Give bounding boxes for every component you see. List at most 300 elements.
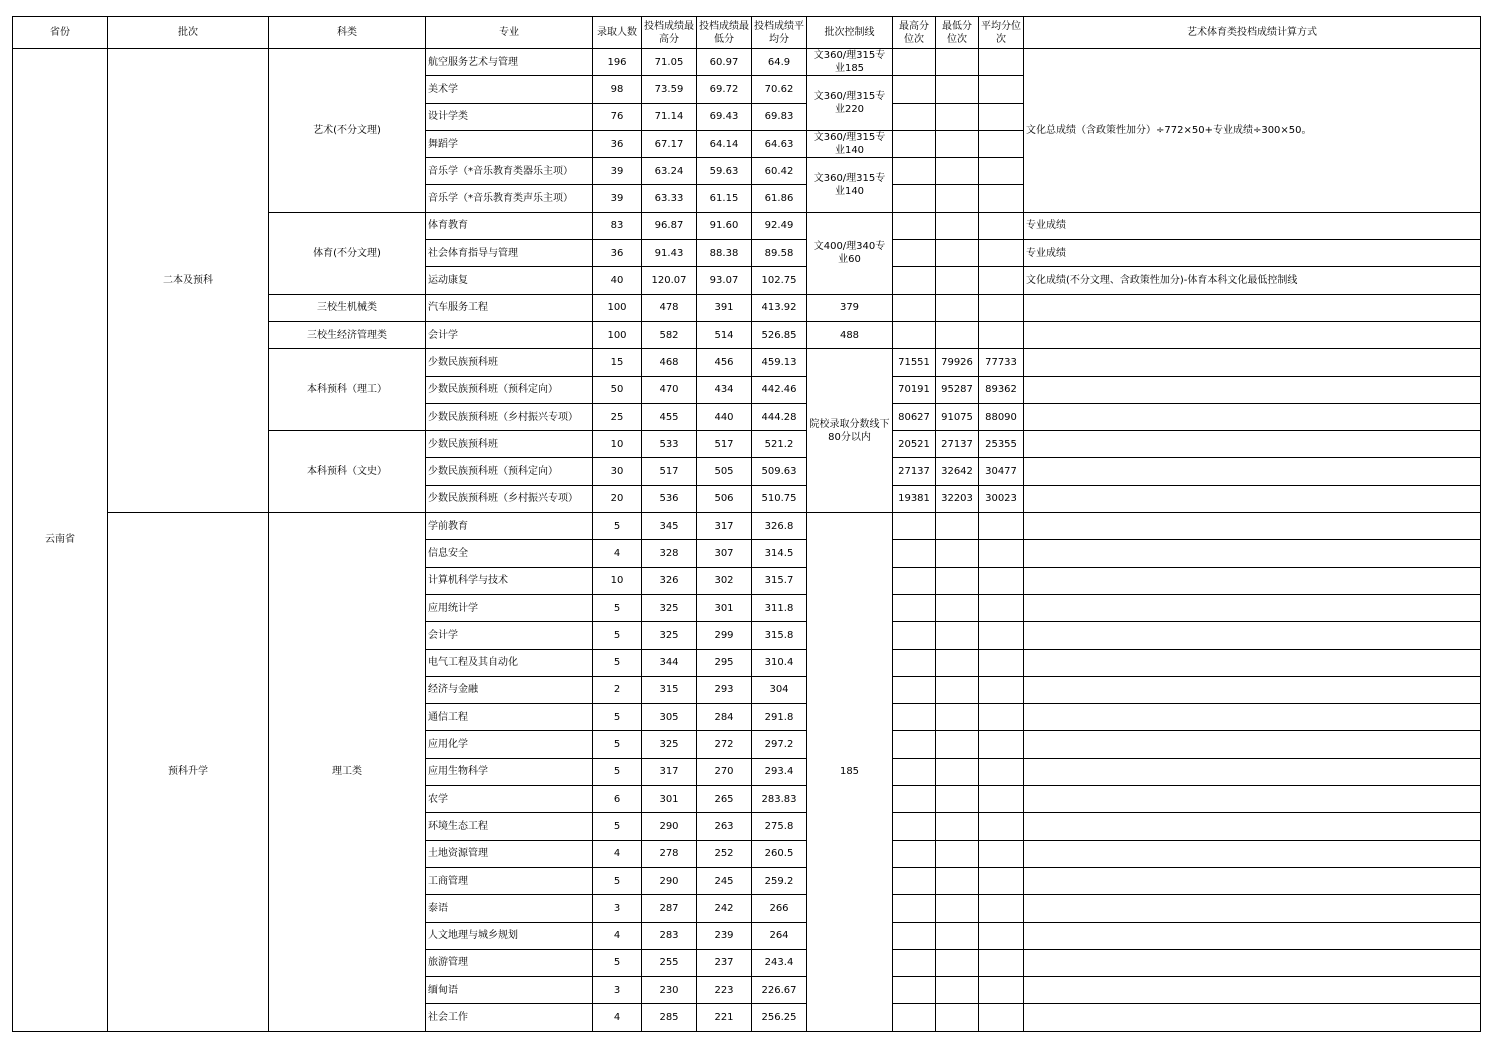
avg-score-cell: 102.75 [752,267,807,294]
major-cell: 旅游管理 [426,949,593,976]
avg-score-cell: 444.28 [752,403,807,430]
max-rank-cell [893,594,936,621]
avg-score-cell: 314.5 [752,540,807,567]
major-cell: 运动康复 [426,267,593,294]
max-score-cell: 71.05 [642,49,697,76]
calc-method-cell: 文化成绩(不分文理、含政策性加分)-体育本科文化最低控制线 [1024,267,1481,294]
major-cell: 音乐学（*音乐教育类器乐主项） [426,158,593,185]
admitted-cell: 5 [593,622,642,649]
max-rank-cell [893,704,936,731]
avg-rank-cell [979,321,1024,348]
admitted-cell: 4 [593,840,642,867]
min-rank-cell: 32642 [936,458,979,485]
avg-rank-cell [979,786,1024,813]
calc-method-cell [1024,349,1481,376]
avg-score-cell: 243.4 [752,949,807,976]
header-major: 专业 [426,17,593,49]
max-rank-cell [893,212,936,239]
avg-score-cell: 509.63 [752,458,807,485]
calc-method-cell [1024,513,1481,540]
header-calc-method: 艺术体育类投档成绩计算方式 [1024,17,1481,49]
avg-rank-cell [979,676,1024,703]
min-rank-cell: 79926 [936,349,979,376]
avg-score-cell: 226.67 [752,977,807,1004]
major-cell: 计算机科学与技术 [426,567,593,594]
max-score-cell: 91.43 [642,240,697,267]
max-rank-cell: 71551 [893,349,936,376]
min-rank-cell [936,212,979,239]
min-score-cell: 270 [697,758,752,785]
calc-method-cell [1024,540,1481,567]
avg-rank-cell [979,158,1024,185]
major-cell: 工商管理 [426,867,593,894]
header-batch: 批次 [108,17,269,49]
calc-method-cell [1024,649,1481,676]
avg-rank-cell [979,185,1024,212]
calc-method-cell [1024,922,1481,949]
admitted-cell: 100 [593,294,642,321]
calc-method-cell [1024,731,1481,758]
avg-rank-cell [979,1004,1024,1031]
major-cell: 通信工程 [426,704,593,731]
header-row [13,17,1481,49]
control-line-cell: 文360/理315专业140 [807,158,893,213]
min-rank-cell [936,786,979,813]
avg-score-cell: 510.75 [752,485,807,512]
avg-rank-cell [979,622,1024,649]
min-score-cell: 223 [697,977,752,1004]
max-score-cell: 325 [642,594,697,621]
header-control-line: 批次控制线 [807,17,893,49]
avg-rank-cell [979,240,1024,267]
max-score-cell: 73.59 [642,76,697,103]
category-cell: 艺术(不分文理) [269,49,426,213]
calc-method-cell [1024,431,1481,458]
max-score-cell: 470 [642,376,697,403]
min-score-cell: 302 [697,567,752,594]
major-cell: 社会工作 [426,1004,593,1031]
max-rank-cell [893,240,936,267]
max-score-cell: 278 [642,840,697,867]
avg-score-cell: 283.83 [752,786,807,813]
admitted-cell: 5 [593,949,642,976]
max-rank-cell [893,676,936,703]
min-rank-cell [936,567,979,594]
max-score-cell: 255 [642,949,697,976]
calc-method-cell [1024,294,1481,321]
major-cell: 会计学 [426,321,593,348]
admitted-cell: 98 [593,76,642,103]
calc-method-cell [1024,403,1481,430]
max-rank-cell [893,158,936,185]
avg-rank-cell [979,76,1024,103]
min-score-cell: 88.38 [697,240,752,267]
max-score-cell: 328 [642,540,697,567]
max-rank-cell: 80627 [893,403,936,430]
max-rank-cell [893,294,936,321]
max-score-cell: 301 [642,786,697,813]
min-score-cell: 91.60 [697,212,752,239]
admitted-cell: 4 [593,540,642,567]
max-score-cell: 71.14 [642,103,697,130]
control-line-cell: 185 [807,513,893,1032]
max-rank-cell [893,103,936,130]
avg-rank-cell [979,130,1024,157]
control-line-cell: 文400/理340专业60 [807,212,893,294]
max-rank-cell [893,540,936,567]
major-cell: 音乐学（*音乐教育类声乐主项） [426,185,593,212]
avg-rank-cell: 77733 [979,349,1024,376]
header-min-score: 投档成绩最低分 [697,17,752,49]
min-rank-cell [936,949,979,976]
admitted-cell: 40 [593,267,642,294]
major-cell: 体育教育 [426,212,593,239]
max-score-cell: 120.07 [642,267,697,294]
min-score-cell: 221 [697,1004,752,1031]
min-rank-cell [936,594,979,621]
admitted-cell: 76 [593,103,642,130]
calc-method-cell [1024,840,1481,867]
avg-rank-cell [979,49,1024,76]
admitted-cell: 2 [593,676,642,703]
min-score-cell: 299 [697,622,752,649]
major-cell: 环境生态工程 [426,813,593,840]
major-cell: 美术学 [426,76,593,103]
major-cell: 少数民族预科班（预科定向） [426,376,593,403]
admitted-cell: 5 [593,594,642,621]
category-cell: 三校生经济管理类 [269,321,426,348]
min-rank-cell: 95287 [936,376,979,403]
avg-rank-cell: 30477 [979,458,1024,485]
admitted-cell: 39 [593,158,642,185]
control-line-cell: 文360/理315专业220 [807,76,893,131]
calc-method-cell [1024,321,1481,348]
admitted-cell: 25 [593,403,642,430]
max-score-cell: 325 [642,731,697,758]
avg-rank-cell [979,594,1024,621]
calc-method-cell: 专业成绩 [1024,240,1481,267]
admitted-cell: 36 [593,130,642,157]
header-province: 省份 [13,17,108,49]
min-rank-cell [936,895,979,922]
admitted-cell: 4 [593,922,642,949]
min-rank-cell [936,240,979,267]
min-rank-cell [936,267,979,294]
major-cell: 泰语 [426,895,593,922]
major-cell: 舞蹈学 [426,130,593,157]
max-score-cell: 582 [642,321,697,348]
avg-score-cell: 92.49 [752,212,807,239]
min-rank-cell: 32203 [936,485,979,512]
min-rank-cell [936,103,979,130]
calc-method-cell [1024,622,1481,649]
max-rank-cell [893,840,936,867]
max-rank-cell [893,49,936,76]
control-line-cell: 文360/理315专业140 [807,130,893,157]
min-score-cell: 317 [697,513,752,540]
avg-score-cell: 61.86 [752,185,807,212]
major-cell: 缅甸语 [426,977,593,1004]
admitted-cell: 196 [593,49,642,76]
min-score-cell: 245 [697,867,752,894]
calc-method-cell [1024,376,1481,403]
avg-rank-cell [979,267,1024,294]
admitted-cell: 50 [593,376,642,403]
avg-rank-cell: 25355 [979,431,1024,458]
major-cell: 应用统计学 [426,594,593,621]
major-cell: 社会体育指导与管理 [426,240,593,267]
table-row [13,49,1481,76]
avg-score-cell: 413.92 [752,294,807,321]
min-rank-cell [936,513,979,540]
avg-rank-cell: 88090 [979,403,1024,430]
major-cell: 土地资源管理 [426,840,593,867]
min-rank-cell [936,540,979,567]
avg-score-cell: 304 [752,676,807,703]
major-cell: 少数民族预科班（乡村振兴专项） [426,403,593,430]
avg-rank-cell: 30023 [979,485,1024,512]
avg-score-cell: 64.63 [752,130,807,157]
header-max-rank: 最高分位次 [893,17,936,49]
min-rank-cell [936,758,979,785]
major-cell: 应用生物科学 [426,758,593,785]
min-score-cell: 284 [697,704,752,731]
avg-rank-cell [979,867,1024,894]
avg-score-cell: 260.5 [752,840,807,867]
min-score-cell: 391 [697,294,752,321]
avg-score-cell: 60.42 [752,158,807,185]
major-cell: 会计学 [426,622,593,649]
major-cell: 设计学类 [426,103,593,130]
header-avg-score: 投档成绩平均分 [752,17,807,49]
admitted-cell: 10 [593,431,642,458]
admitted-cell: 4 [593,1004,642,1031]
admission-table [12,16,1481,1032]
calc-method-cell [1024,977,1481,1004]
min-rank-cell [936,1004,979,1031]
admitted-cell: 5 [593,731,642,758]
calc-method-cell [1024,786,1481,813]
avg-score-cell: 293.4 [752,758,807,785]
major-cell: 农学 [426,786,593,813]
major-cell: 少数民族预科班（乡村振兴专项） [426,485,593,512]
avg-score-cell: 264 [752,922,807,949]
avg-score-cell: 64.9 [752,49,807,76]
major-cell: 应用化学 [426,731,593,758]
min-score-cell: 237 [697,949,752,976]
min-rank-cell [936,704,979,731]
category-cell: 三校生机械类 [269,294,426,321]
avg-rank-cell [979,567,1024,594]
min-score-cell: 265 [697,786,752,813]
min-score-cell: 307 [697,540,752,567]
min-score-cell: 242 [697,895,752,922]
major-cell: 电气工程及其自动化 [426,649,593,676]
header-avg-rank: 平均分位次 [979,17,1024,49]
batch-cell: 预科升学 [108,513,269,1032]
avg-rank-cell [979,922,1024,949]
min-score-cell: 252 [697,840,752,867]
max-rank-cell [893,895,936,922]
calc-method-cell [1024,704,1481,731]
min-rank-cell [936,649,979,676]
max-rank-cell [893,567,936,594]
avg-rank-cell [979,704,1024,731]
min-score-cell: 64.14 [697,130,752,157]
max-score-cell: 63.33 [642,185,697,212]
min-score-cell: 440 [697,403,752,430]
avg-score-cell: 256.25 [752,1004,807,1031]
min-rank-cell [936,813,979,840]
max-rank-cell: 27137 [893,458,936,485]
max-score-cell: 67.17 [642,130,697,157]
min-rank-cell [936,49,979,76]
avg-score-cell: 311.8 [752,594,807,621]
min-score-cell: 301 [697,594,752,621]
max-rank-cell [893,76,936,103]
max-score-cell: 533 [642,431,697,458]
max-rank-cell [893,758,936,785]
min-score-cell: 69.43 [697,103,752,130]
max-rank-cell [893,130,936,157]
min-score-cell: 295 [697,649,752,676]
major-cell: 少数民族预科班（预科定向） [426,458,593,485]
avg-score-cell: 266 [752,895,807,922]
min-score-cell: 517 [697,431,752,458]
avg-rank-cell [979,758,1024,785]
admitted-cell: 36 [593,240,642,267]
avg-rank-cell [979,949,1024,976]
table-body [13,49,1481,1032]
max-score-cell: 478 [642,294,697,321]
max-score-cell: 345 [642,513,697,540]
major-cell: 少数民族预科班 [426,349,593,376]
avg-score-cell: 459.13 [752,349,807,376]
avg-rank-cell [979,513,1024,540]
max-score-cell: 230 [642,977,697,1004]
admitted-cell: 5 [593,649,642,676]
max-rank-cell [893,649,936,676]
avg-rank-cell [979,540,1024,567]
batch-cell: 二本及预科 [108,49,269,513]
avg-score-cell: 259.2 [752,867,807,894]
calc-method-cell: 专业成绩 [1024,212,1481,239]
avg-score-cell: 442.46 [752,376,807,403]
calc-method-cell [1024,1004,1481,1031]
min-rank-cell [936,321,979,348]
calc-method-cell [1024,676,1481,703]
max-score-cell: 63.24 [642,158,697,185]
calc-method-cell [1024,485,1481,512]
avg-rank-cell [979,813,1024,840]
category-cell: 本科预科（理工） [269,349,426,431]
max-rank-cell [893,813,936,840]
major-cell: 人文地理与城乡规划 [426,922,593,949]
max-score-cell: 517 [642,458,697,485]
min-score-cell: 514 [697,321,752,348]
category-cell: 本科预科（文史） [269,431,426,513]
min-score-cell: 59.63 [697,158,752,185]
major-cell: 少数民族预科班 [426,431,593,458]
category-cell: 理工类 [269,513,426,1032]
max-rank-cell [893,731,936,758]
calc-method-cell [1024,458,1481,485]
avg-score-cell: 315.8 [752,622,807,649]
max-score-cell: 344 [642,649,697,676]
major-cell: 信息安全 [426,540,593,567]
max-score-cell: 317 [642,758,697,785]
max-rank-cell [893,867,936,894]
min-rank-cell [936,922,979,949]
calc-method-cell [1024,594,1481,621]
avg-rank-cell [979,731,1024,758]
avg-score-cell: 521.2 [752,431,807,458]
header-min-rank: 最低分位次 [936,17,979,49]
max-score-cell: 290 [642,813,697,840]
avg-rank-cell [979,840,1024,867]
admitted-cell: 20 [593,485,642,512]
calc-method-cell: 文化总成绩（含政策性加分）÷772×50+专业成绩÷300×50。 [1024,49,1481,213]
max-score-cell: 290 [642,867,697,894]
max-score-cell: 325 [642,622,697,649]
max-score-cell: 285 [642,1004,697,1031]
min-score-cell: 293 [697,676,752,703]
min-rank-cell [936,130,979,157]
min-rank-cell [936,676,979,703]
admitted-cell: 3 [593,977,642,1004]
max-rank-cell [893,513,936,540]
avg-score-cell: 315.7 [752,567,807,594]
avg-score-cell: 526.85 [752,321,807,348]
max-score-cell: 315 [642,676,697,703]
min-rank-cell [936,76,979,103]
max-rank-cell [893,1004,936,1031]
avg-score-cell: 69.83 [752,103,807,130]
admitted-cell: 6 [593,786,642,813]
avg-score-cell: 310.4 [752,649,807,676]
max-rank-cell [893,949,936,976]
min-rank-cell: 27137 [936,431,979,458]
calc-method-cell [1024,567,1481,594]
admitted-cell: 83 [593,212,642,239]
admitted-cell: 5 [593,758,642,785]
min-score-cell: 263 [697,813,752,840]
min-score-cell: 69.72 [697,76,752,103]
max-rank-cell [893,267,936,294]
admitted-cell: 5 [593,513,642,540]
admitted-cell: 100 [593,321,642,348]
admitted-cell: 3 [593,895,642,922]
avg-score-cell: 297.2 [752,731,807,758]
avg-rank-cell [979,103,1024,130]
min-rank-cell [936,840,979,867]
avg-rank-cell [979,895,1024,922]
avg-rank-cell: 89362 [979,376,1024,403]
major-cell: 学前教育 [426,513,593,540]
header-category: 科类 [269,17,426,49]
avg-rank-cell [979,212,1024,239]
max-rank-cell: 20521 [893,431,936,458]
control-line-cell: 文360/理315专业185 [807,49,893,76]
table-row [13,513,1481,540]
calc-method-cell [1024,758,1481,785]
max-rank-cell [893,922,936,949]
min-rank-cell [936,185,979,212]
admitted-cell: 10 [593,567,642,594]
min-rank-cell [936,158,979,185]
avg-score-cell: 291.8 [752,704,807,731]
min-score-cell: 60.97 [697,49,752,76]
